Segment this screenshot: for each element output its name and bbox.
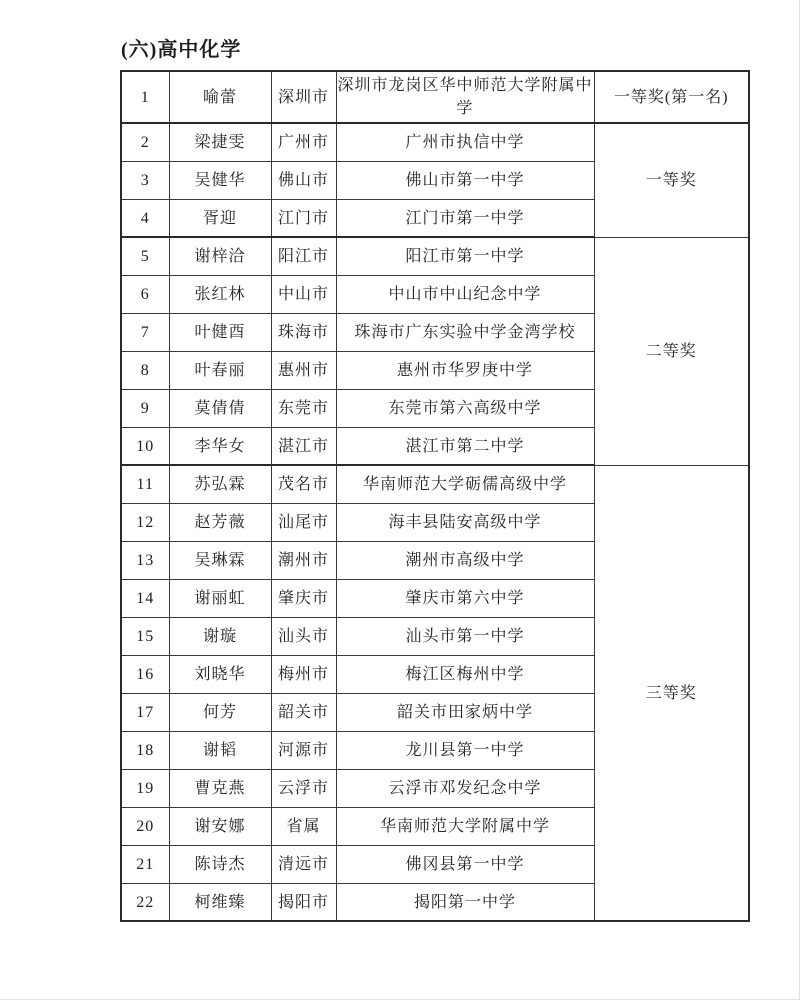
cell-rank: 1 [121,71,169,123]
cell-city: 阳江市 [271,237,336,275]
cell-school: 佛山市第一中学 [336,161,594,199]
cell-school: 汕头市第一中学 [336,617,594,655]
cell-school: 韶关市田家炳中学 [336,693,594,731]
results-table-body [121,71,749,921]
cell-school: 惠州市华罗庚中学 [336,351,594,389]
cell-city: 梅州市 [271,655,336,693]
cell-award: 一等奖(第一名) [594,71,749,123]
cell-city: 惠州市 [271,351,336,389]
cell-school: 梅江区梅州中学 [336,655,594,693]
cell-rank: 6 [121,275,169,313]
cell-city: 深圳市 [271,71,336,123]
table-row [121,237,749,275]
cell-school: 云浮市邓发纪念中学 [336,769,594,807]
cell-name: 吴琳霖 [169,541,271,579]
cell-rank: 11 [121,465,169,503]
cell-city: 江门市 [271,199,336,237]
cell-rank: 14 [121,579,169,617]
cell-school: 肇庆市第六中学 [336,579,594,617]
cell-city: 湛江市 [271,427,336,465]
awards-table [120,70,750,922]
cell-name: 叶健酉 [169,313,271,351]
cell-city: 东莞市 [271,389,336,427]
cell-rank: 10 [121,427,169,465]
cell-rank: 22 [121,883,169,921]
cell-rank: 20 [121,807,169,845]
cell-award: 一等奖 [594,123,749,237]
cell-rank: 12 [121,503,169,541]
cell-name: 喻蕾 [169,71,271,123]
cell-school: 湛江市第二中学 [336,427,594,465]
cell-city: 揭阳市 [271,883,336,921]
cell-rank: 2 [121,123,169,161]
cell-name: 苏弘霖 [169,465,271,503]
cell-rank: 15 [121,617,169,655]
cell-city: 佛山市 [271,161,336,199]
cell-city: 清远市 [271,845,336,883]
cell-name: 何芳 [169,693,271,731]
cell-name: 张红林 [169,275,271,313]
cell-school: 东莞市第六高级中学 [336,389,594,427]
cell-rank: 13 [121,541,169,579]
cell-rank: 18 [121,731,169,769]
cell-award: 三等奖 [594,465,749,921]
cell-rank: 21 [121,845,169,883]
cell-rank: 17 [121,693,169,731]
cell-rank: 5 [121,237,169,275]
cell-name: 刘晓华 [169,655,271,693]
cell-rank: 7 [121,313,169,351]
cell-school: 潮州市高级中学 [336,541,594,579]
cell-name: 曹克燕 [169,769,271,807]
cell-city: 茂名市 [271,465,336,503]
cell-city: 肇庆市 [271,579,336,617]
cell-city: 河源市 [271,731,336,769]
cell-name: 谢丽虹 [169,579,271,617]
cell-name: 胥迎 [169,199,271,237]
cell-rank: 3 [121,161,169,199]
cell-name: 谢安娜 [169,807,271,845]
cell-name: 赵芳薇 [169,503,271,541]
cell-name: 李华女 [169,427,271,465]
cell-school: 海丰县陆安高级中学 [336,503,594,541]
cell-school: 珠海市广东实验中学金湾学校 [336,313,594,351]
table-row [121,123,749,161]
cell-city: 省属 [271,807,336,845]
cell-rank: 4 [121,199,169,237]
cell-rank: 8 [121,351,169,389]
cell-name: 柯维臻 [169,883,271,921]
cell-rank: 19 [121,769,169,807]
section-heading: (六)高中化学 [121,39,242,61]
cell-name: 谢韬 [169,731,271,769]
cell-school: 佛冈县第一中学 [336,845,594,883]
cell-name: 叶春丽 [169,351,271,389]
cell-name: 谢璇 [169,617,271,655]
cell-name: 陈诗杰 [169,845,271,883]
cell-name: 谢梓洽 [169,237,271,275]
cell-rank: 16 [121,655,169,693]
cell-city: 珠海市 [271,313,336,351]
cell-city: 汕尾市 [271,503,336,541]
cell-school: 深圳市龙岗区华中师范大学附属中学 [336,71,594,123]
cell-school: 华南师范大学附属中学 [336,807,594,845]
cell-city: 韶关市 [271,693,336,731]
table-row [121,465,749,503]
cell-name: 莫倩倩 [169,389,271,427]
cell-city: 中山市 [271,275,336,313]
cell-city: 云浮市 [271,769,336,807]
table-row [121,71,749,123]
cell-school: 中山市中山纪念中学 [336,275,594,313]
cell-award: 二等奖 [594,237,749,465]
cell-city: 广州市 [271,123,336,161]
cell-city: 汕头市 [271,617,336,655]
cell-city: 潮州市 [271,541,336,579]
cell-school: 阳江市第一中学 [336,237,594,275]
cell-school: 广州市执信中学 [336,123,594,161]
cell-name: 梁捷雯 [169,123,271,161]
cell-school: 江门市第一中学 [336,199,594,237]
cell-school: 龙川县第一中学 [336,731,594,769]
cell-school: 揭阳第一中学 [336,883,594,921]
cell-rank: 9 [121,389,169,427]
cell-name: 吴健华 [169,161,271,199]
cell-school: 华南师范大学砺儒高级中学 [336,465,594,503]
